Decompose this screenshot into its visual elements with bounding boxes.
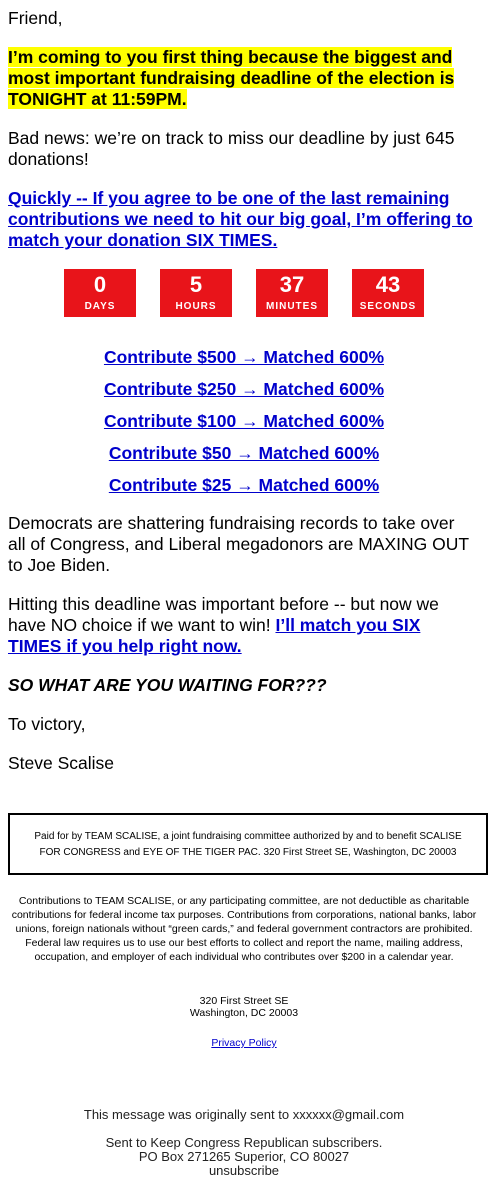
countdown-minutes-label: MINUTES bbox=[266, 301, 318, 312]
democrats-paragraph: Democrats are shattering fundraising records to take over all of Congress, and Liberal megadonors are MAXING OUT to Joe Biden. bbox=[8, 513, 469, 575]
countdown-timer bbox=[64, 269, 424, 317]
mailing-address bbox=[0, 995, 488, 1019]
countdown-days bbox=[64, 269, 136, 317]
signature: Steve Scalise bbox=[8, 753, 115, 773]
deadline-link[interactable]: I’ll match you SIX TIMES if you help right now. bbox=[8, 615, 421, 656]
bad-news-paragraph: Bad news: we’re on track to miss our deadline by just 645 donations! bbox=[8, 128, 455, 169]
countdown-days-value: 0 bbox=[93, 272, 107, 297]
countdown-days-label: DAYS bbox=[84, 301, 116, 312]
match-link[interactable]: Quickly -- If you agree to be one of the last remaining contributions we need to hit our big goal, I’m offering to match your donation SIX TIMES. bbox=[8, 188, 473, 250]
contribute-500-link[interactable]: Contribute $500 → Matched 600% bbox=[103, 347, 385, 367]
countdown-seconds bbox=[352, 269, 424, 317]
disclaimer: Contributions to TEAM SCALISE, or any participating committee, are not deductible as charitable contributions for federal income tax purposes. Contributions from corporations, national banks, labor unions, foreign nationals without “green cards,” and federal government contractors are prohibited. Federal law requires us to use our best efforts to collect and report the name, mailing address, occupation, and employer of each individual who contributes over $200 in a calendar year. bbox=[11, 895, 477, 963]
countdown-minutes-value: 37 bbox=[279, 272, 305, 297]
greeting: Friend, bbox=[8, 8, 63, 28]
contribute-100-link[interactable]: Contribute $100 → Matched 600% bbox=[103, 411, 385, 431]
address-line-1: 320 First Street SE bbox=[199, 995, 289, 1007]
contribute-50-link[interactable]: Contribute $50 → Matched 600% bbox=[108, 443, 380, 463]
countdown-minutes bbox=[256, 269, 328, 317]
countdown-hours-label: HOURS bbox=[175, 301, 217, 312]
paid-for-box bbox=[8, 813, 488, 875]
privacy-policy-row bbox=[0, 1037, 488, 1049]
privacy-policy-link[interactable]: Privacy Policy bbox=[211, 1037, 277, 1049]
countdown-seconds-label: SECONDS bbox=[359, 301, 417, 312]
countdown-seconds-value: 43 bbox=[375, 272, 401, 297]
waiting-text: SO WHAT ARE YOU WAITING FOR??? bbox=[8, 675, 327, 695]
match-paragraph bbox=[8, 188, 474, 251]
countdown-hours bbox=[160, 269, 232, 317]
closing-text: To victory, bbox=[8, 714, 86, 734]
countdown-hours-value: 5 bbox=[189, 272, 203, 297]
contribute-250-link[interactable]: Contribute $250 → Matched 600% bbox=[103, 379, 385, 399]
intro-paragraph bbox=[8, 47, 474, 110]
po-box-text: PO Box 271265 Superior, CO 80027 bbox=[138, 1149, 350, 1164]
intro-highlight: I’m coming to you first thing because the biggest and most important fundraising deadline of the election is TONIGHT at 11:59PM. bbox=[8, 47, 455, 109]
subscribers-text: Sent to Keep Congress Republican subscribers. bbox=[105, 1135, 383, 1150]
sent-to-text: This message was originally sent to xxxxxx@gmail.com bbox=[83, 1107, 405, 1122]
deadline-paragraph bbox=[8, 594, 474, 657]
deadline-text: Hitting this deadline was important before -- but now we have NO choice if we want to win! bbox=[8, 594, 439, 635]
contribute-links bbox=[0, 341, 488, 501]
paid-for-text: Paid for by TEAM SCALISE, a joint fundraising committee authorized by and to benefit SCALISE FOR CONGRESS and EYE OF THE TIGER PAC. 320 First Street SE, Washington, DC 20003 bbox=[34, 831, 462, 858]
address-line-2: Washington, DC 20003 bbox=[189, 1007, 299, 1019]
unsubscribe-link[interactable]: unsubscribe bbox=[208, 1163, 280, 1178]
email-footer bbox=[0, 1108, 488, 1178]
contribute-25-link[interactable]: Contribute $25 → Matched 600% bbox=[108, 475, 380, 495]
